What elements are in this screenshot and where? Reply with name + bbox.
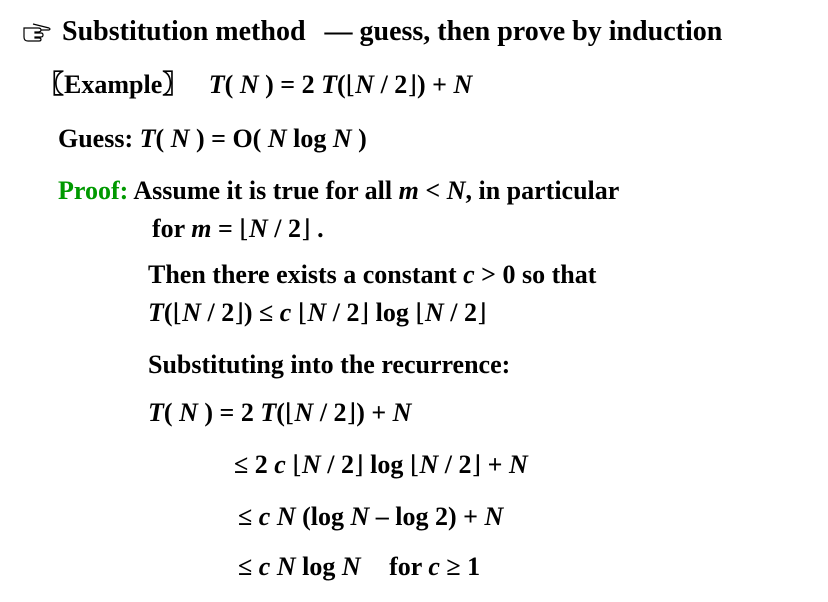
proof-line: Proof: Assume it is true for all m < N, in particular [58,176,620,205]
guess-formula: T( N ) = O( N log N ) [139,124,367,153]
derivation-step-3: ≤ c N (log N – log 2) + N [238,502,504,531]
guess-line [58,126,367,152]
paren-log-text: (log [302,502,344,531]
log-text: log [375,298,409,327]
proof-label: Proof: [58,176,129,205]
title: Substitution method [62,16,306,47]
for-c-text: for [389,552,422,581]
proof-line-2: for m = ⌊N / 2⌋ . [152,214,324,243]
derivation-step-4: ≤ c N log N for c ≥ 1 [238,552,481,581]
example-close: 〗 [162,70,189,99]
inequality-line: T(⌊N / 2⌋) ≤ c ⌊N / 2⌋ log ⌊N / 2⌋ [148,298,487,327]
example-open: 〖 [38,70,65,99]
derivation-step-1: T( N ) = 2 T(⌊N / 2⌋) + N [148,398,412,427]
title-line [22,18,722,48]
for-text: for [152,214,185,243]
title-rest: guess, then prove by induction [359,16,723,47]
guess-label: Guess: [58,124,134,153]
constant-line: Then there exists a constant c > 0 so that [148,260,597,289]
title-dash: — [324,16,353,47]
minus-log2-text: – log 2) + [375,502,485,531]
assume-text: Assume it is true for all [133,176,393,205]
example-label: Example [64,70,163,99]
pointing-hand-icon [22,20,52,48]
derivation-step-2: ≤ 2 c ⌊N / 2⌋ log ⌊N / 2⌋ + N [234,450,528,479]
then-exists-text: Then there exists a constant [148,260,457,289]
substituting-text: Substituting into the recurrence: [148,350,511,379]
substituting-line [148,352,510,378]
in-particular-text: , in particular [465,176,620,205]
so-that-text: so that [522,260,597,289]
example-line [38,72,472,98]
recurrence-formula: T( N ) = 2 T(⌊N / 2⌋) + N [208,70,473,99]
